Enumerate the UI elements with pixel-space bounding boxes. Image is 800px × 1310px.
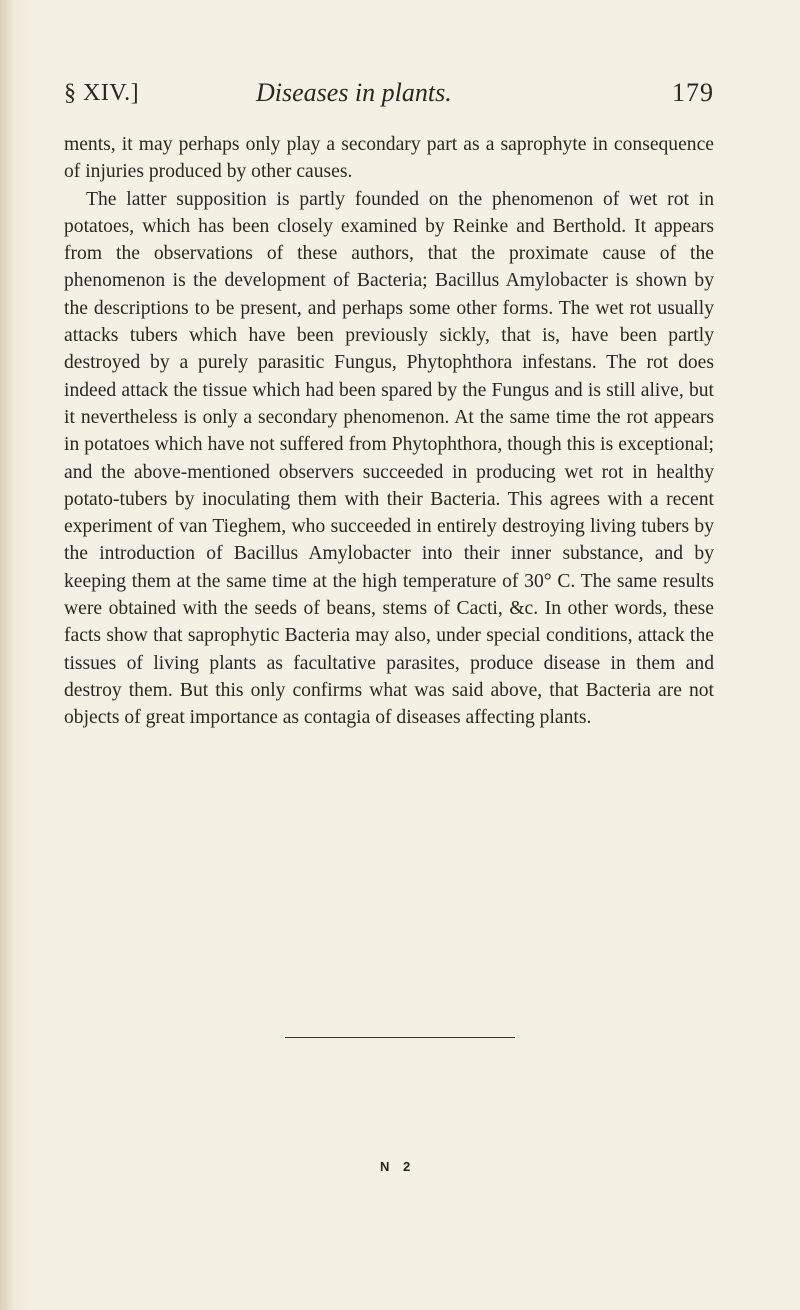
body-text: [64, 131, 714, 732]
end-rule: [285, 1037, 515, 1038]
page-number: 179: [672, 78, 714, 107]
signature-mark: N 2: [380, 1159, 416, 1174]
running-title: Diseases in plants.: [256, 78, 452, 107]
running-head: [64, 76, 714, 110]
spine-shadow: [0, 0, 14, 1310]
paragraph-continued: ments, it may perhaps only play a secondary part as a saprophyte in consequence of injuries produced by other causes.: [64, 134, 714, 183]
paragraph-wet-rot: The latter supposition is partly founded on the phenomenon of wet rot in potatoes, which has been closely examined by Reinke and Berthold. It appears from the observations of these authors, that the proximate cause of the phenomenon is the development of Bacteria; Bacillus Amylobacter is shown by the descriptions to be present, and perhaps some other forms. The wet rot usually attacks tubers which have been previously sickly, that is, have been partly destroyed by a purely parasitic Fungus, Phytophthora infestans. The rot does indeed attack the tissue which had been spared by the Fungus and is still alive, but it nevertheless is only a secondary phenomenon. At the same time the rot appears in potatoes which have not suffered from Phytophthora, though this is exceptional; and the above-mentioned observers succeeded in producing wet rot in healthy potato-tubers by inoculating them with their Bacteria. This agrees with a recent experiment of van Tieghem, who succeeded in entirely destroying living tubers by the introduction of Bacillus Amylobacter into their inner substance, and by keeping them at the same time at the high temperature of 30° C. The same results were obtained with the seeds of beans, stems of Cacti, &c. In other words, these facts show that saprophytic Bacteria may also, under special conditions, attack the tissues of living plants as facultative parasites, produce disease in them and destroy them. But this only confirms what was said above, that Bacteria are not objects of great importance as contagia of diseases affecting plants.: [64, 188, 714, 729]
section-number: § XIV.]: [64, 80, 140, 106]
